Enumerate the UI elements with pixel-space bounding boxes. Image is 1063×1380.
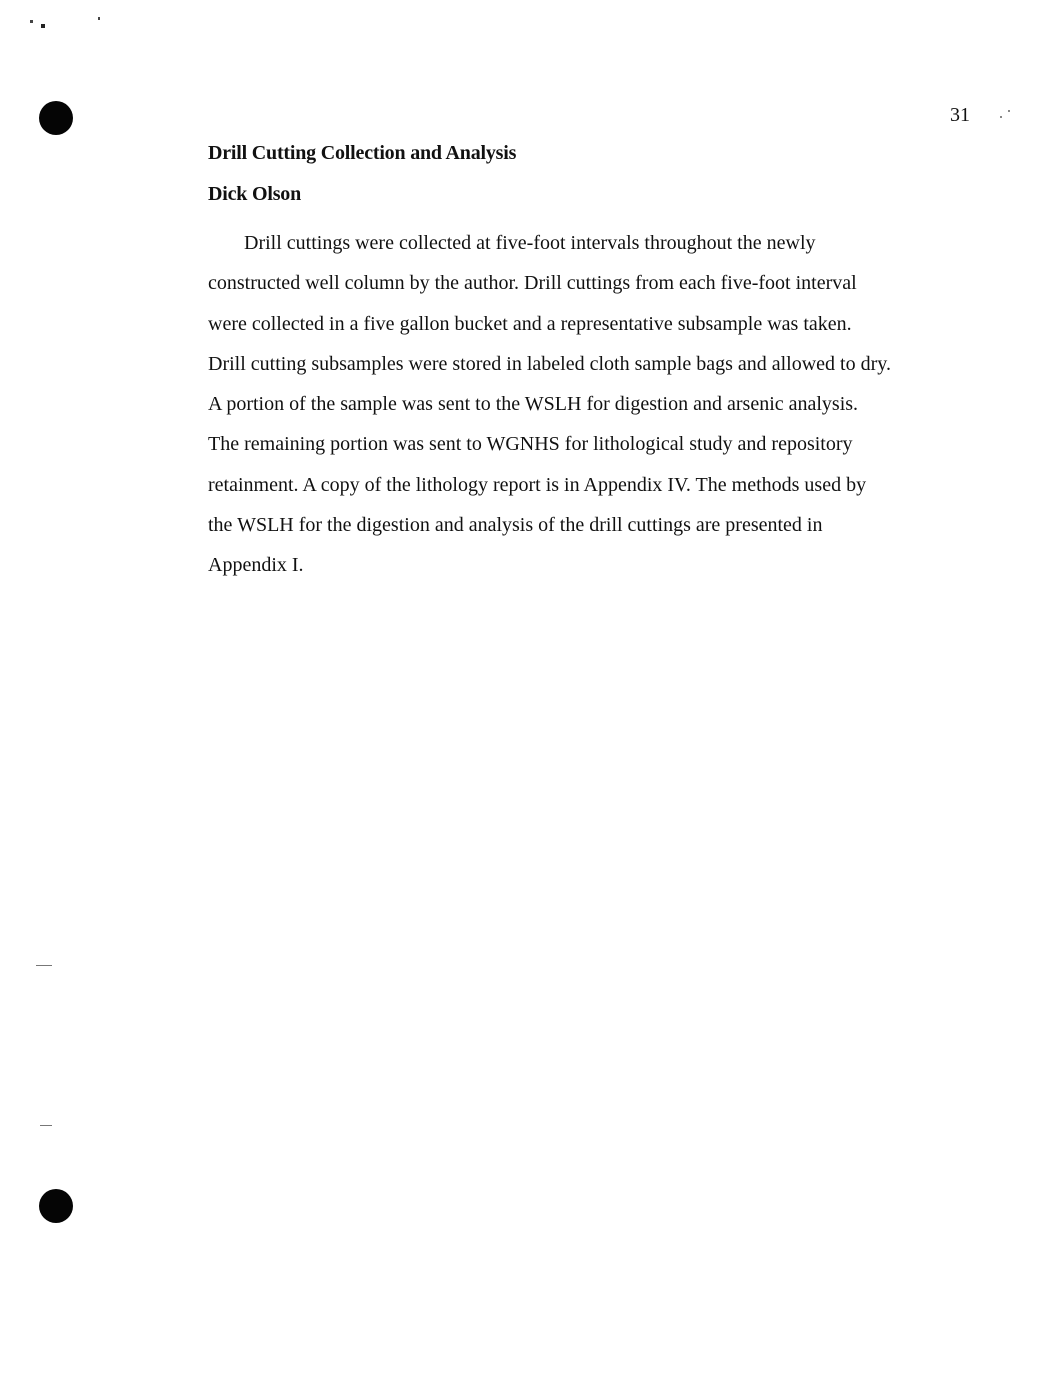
scan-speck <box>98 17 100 20</box>
body-paragraph <box>208 223 978 586</box>
paragraph-line: constructed well column by the author. Drill cuttings from each five-foot interval <box>208 272 857 295</box>
paragraph-line: The remaining portion was sent to WGNHS for lithological study and repository <box>208 433 853 456</box>
scan-speck <box>41 24 45 28</box>
punch-hole-bottom <box>39 1189 73 1223</box>
paragraph-line: A portion of the sample was sent to the WSLH for digestion and arsenic analysis. <box>208 393 859 416</box>
section-title: Drill Cutting Collection and Analysis <box>208 142 517 164</box>
paragraph-line: Drill cuttings were collected at five-foot intervals throughout the newly <box>244 232 816 254</box>
scan-mark <box>40 1125 52 1126</box>
section-author: Dick Olson <box>208 183 302 205</box>
scan-speck <box>30 20 33 23</box>
page-number: 31 <box>950 104 970 126</box>
paragraph-line: Appendix I. <box>208 554 304 577</box>
scan-mark <box>36 965 52 966</box>
scan-speck <box>1000 116 1002 118</box>
paragraph-line: Drill cutting subsamples were stored in labeled cloth sample bags and allowed to dry. <box>208 352 891 375</box>
paragraph-line: retainment. A copy of the lithology report is in Appendix IV. The methods used by <box>208 473 867 496</box>
paragraph-line: were collected in a five gallon bucket and a representative subsample was taken. <box>208 312 852 335</box>
paragraph-line: the WSLH for the digestion and analysis of the drill cuttings are presented in <box>208 514 823 537</box>
punch-hole-top <box>39 101 73 135</box>
scan-speck <box>1008 110 1010 112</box>
